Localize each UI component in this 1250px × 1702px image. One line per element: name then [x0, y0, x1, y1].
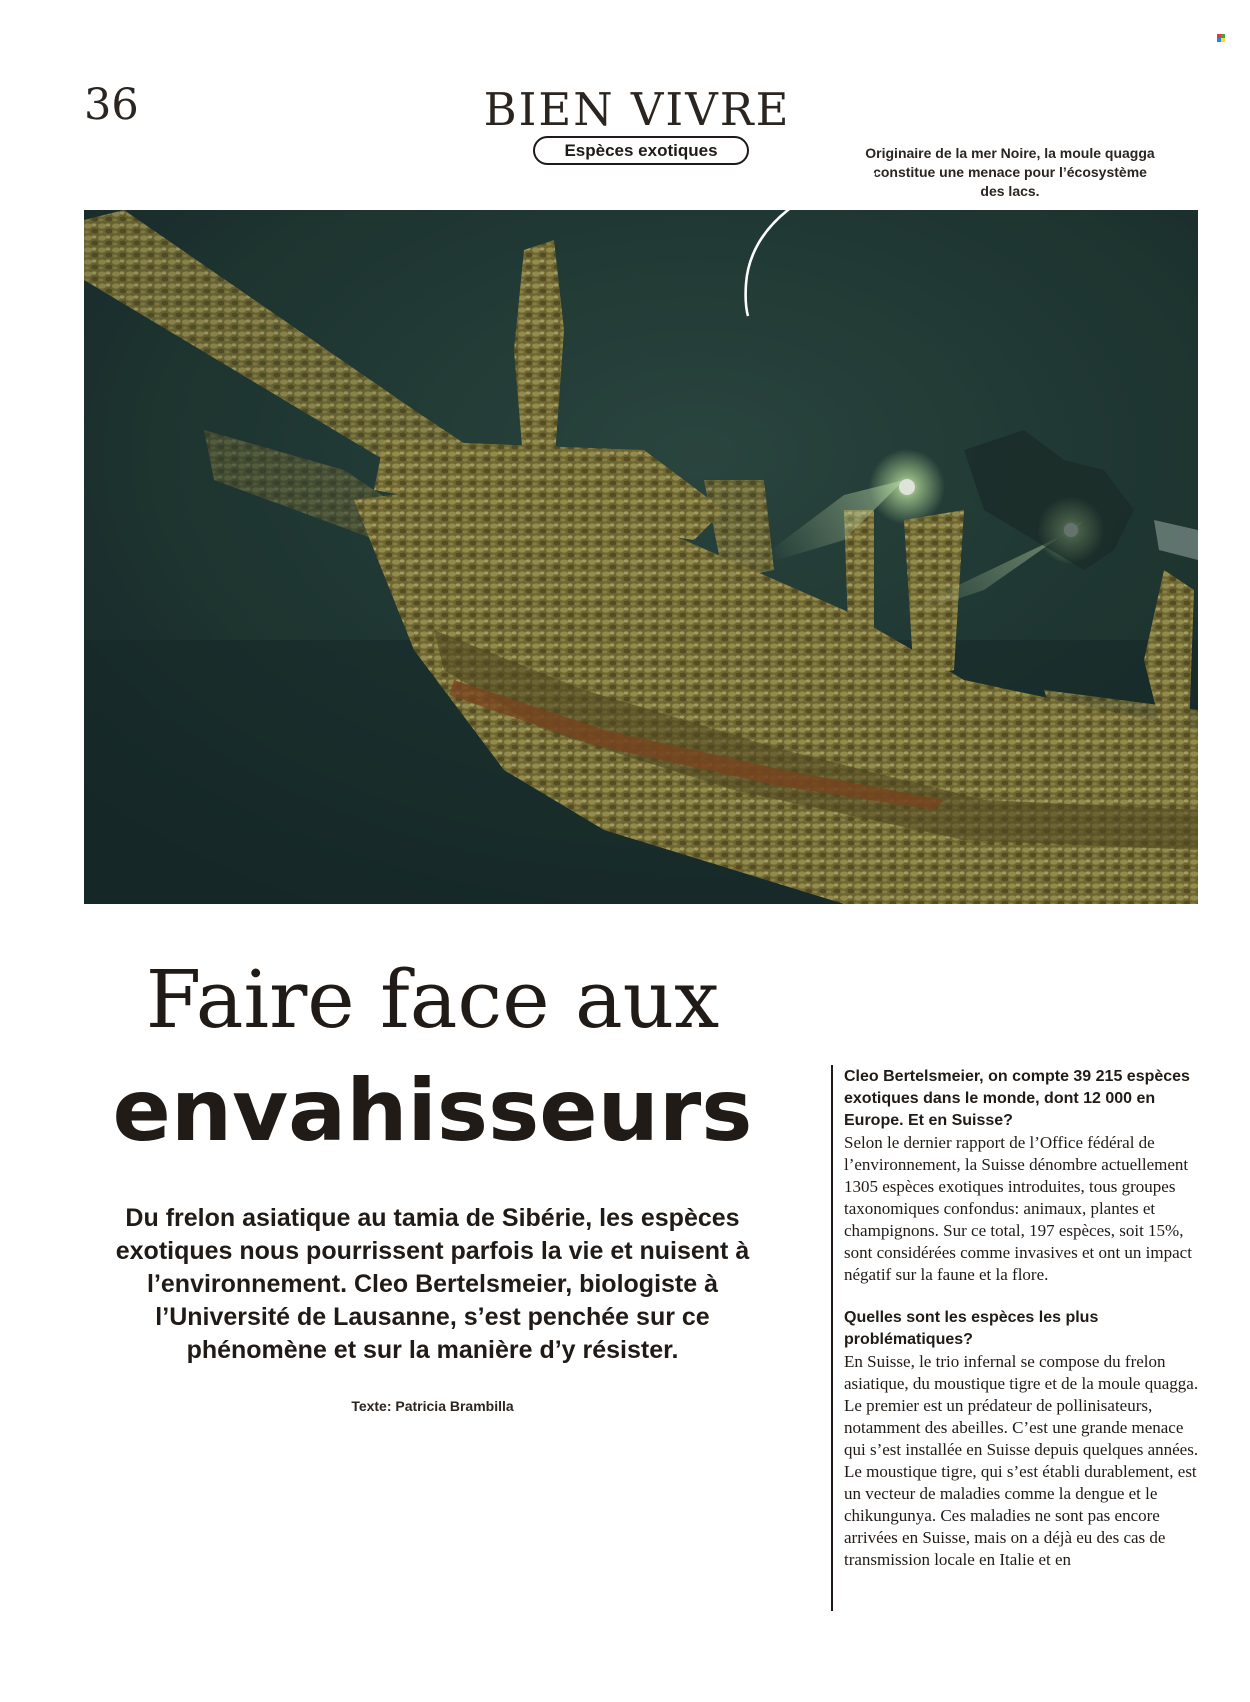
column-rule: [831, 1065, 833, 1611]
page-number: 36: [84, 80, 139, 130]
photo-caption: Originaire de la mer Noire, la moule quagga constitue une menace pour l’écosystème des lacs.: [865, 145, 1155, 199]
headline-line-1: Faire face aux: [145, 953, 720, 1046]
interview-answer: En Suisse, le trio infernal se compose du frelon asiatique, du moustique tigre et de la moule quagga. Le premier est un prédateur de pollinisateurs, notamment des abeilles. C’est une grande menace qui s’est installée en Suisse depuis quelques années. Le moustique tigre, qui s’est établi durablement, est un vecteur de maladies comme la dengue et le chikungunya. Ces maladies ne sont pas encore arrivées en Suisse, mais on a déjà eu des cas de transmission locale en Italie et en: [844, 1352, 1199, 1569]
category-tag: Espèces exotiques: [533, 136, 749, 165]
interview-answer: Selon le dernier rapport de l’Office fédéral de l’environnement, la Suisse dénombre actuellement 1305 espèces exotiques introduites, tous groupes taxonomiques confondus: animaux, plantes et champignons. Sur ce total, 197 espèces, soit 15%, sont considérées comme invasives et ont un impact négatif sur la faune et la flore.: [844, 1133, 1192, 1284]
interview-question: Quelles sont les espèces les plus problématiques?: [844, 1309, 1099, 1348]
caption-pointer-line: [740, 164, 880, 324]
section-title: BIEN VIVRE: [483, 83, 791, 136]
shipwreck-illustration: [84, 210, 1198, 904]
print-registration-mark: [1217, 34, 1227, 44]
author-credit: Texte: Patricia Brambilla: [351, 1398, 514, 1414]
interview-column: [844, 1066, 1204, 1592]
hero-photo: [84, 210, 1198, 904]
article-lead: Du frelon asiatique au tamia de Sibérie, les espèces exotiques nous pourrissent parfois la vie et nuisent à l’environnement. Cleo Bertelsmeier, biologiste à l’Université de Lausanne, s’est penchée sur ce phénomène et sur la manière d’y résister.: [115, 1204, 750, 1364]
headline-line-2: envahisseurs: [112, 1061, 753, 1161]
interview-question: Cleo Bertelsmeier, on compte 39 215 espèces exotiques dans le monde, dont 12 000 en Europe. Et en Suisse?: [844, 1068, 1190, 1129]
